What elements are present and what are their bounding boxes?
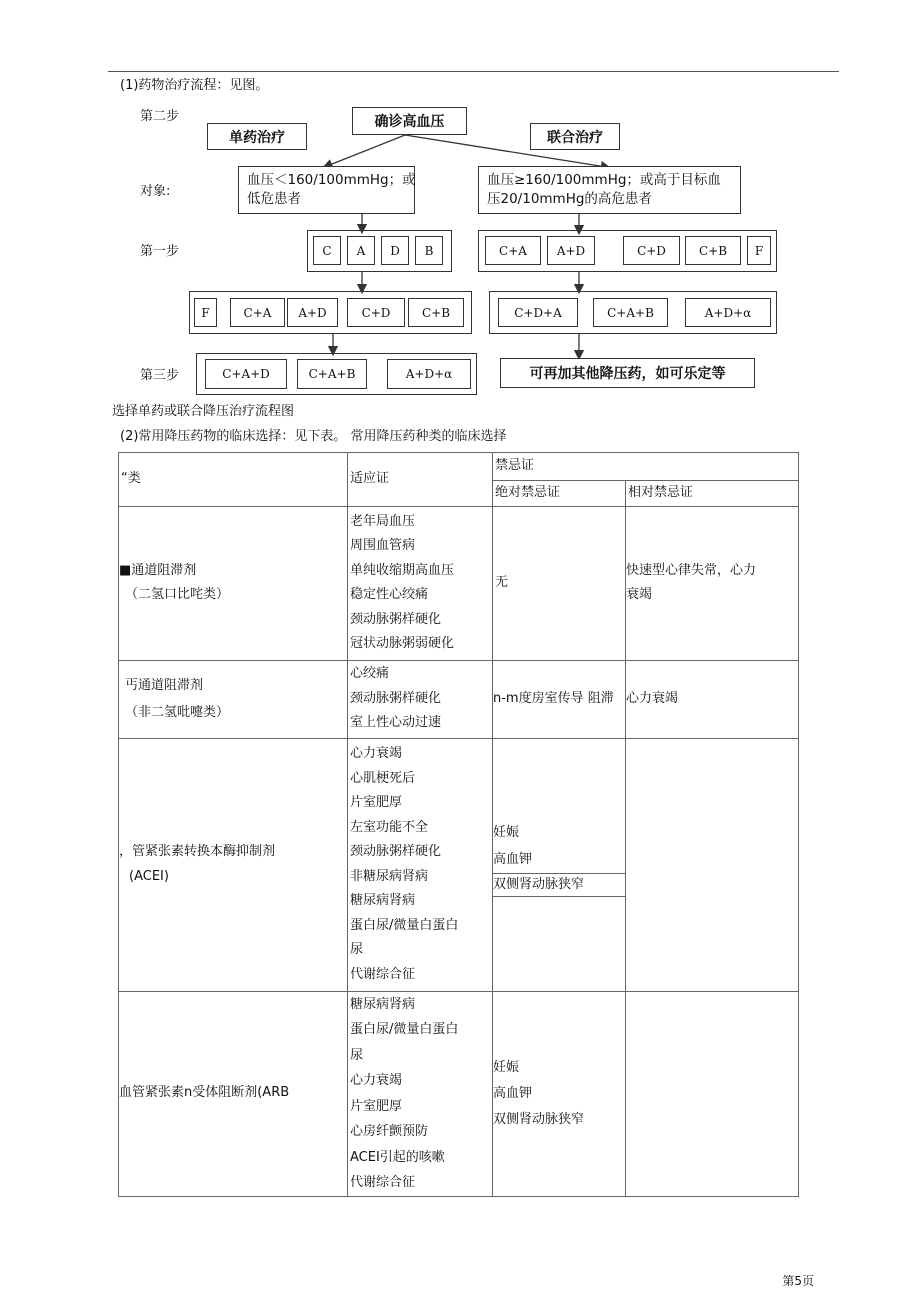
indication-item: 心力衰竭 [350,1073,403,1088]
indication-item: 颈动脉粥样硬化 [350,611,442,627]
combo-target-line-1: 血压≥160/100mmHg；或高于目标血 [487,172,721,188]
label-step1: 第一步 [140,244,180,259]
relative-contra-item: 快速型心律失常，心力 [626,562,757,578]
indication-item: 代谢综合征 [350,966,416,982]
drug-class [119,506,348,660]
absolute-contra-item: 妊娠 [493,824,520,840]
relative-contra [626,506,799,660]
absolute-contra-item: 高血钾 [493,1085,533,1101]
single-step1-group [307,230,452,272]
single-step2-item: C+A [230,298,285,327]
drug-class-line: （二氢口比咤类） [125,587,230,602]
indication-item: 老年局血压 [350,513,416,529]
absolute-contra-item: 妊娠 [493,1059,520,1075]
indication-item: 糖尿病肾病 [350,893,416,908]
single-step1-item: A [347,236,375,265]
single-step1-item: B [415,236,443,265]
single-step3-item: C+A+B [297,359,367,389]
relative-contra-item: 衰竭 [626,587,653,602]
indication-item: 尿 [350,1047,364,1063]
combo-step2-group [489,291,777,334]
indication-item: 稳定性心绞痛 [350,587,429,602]
indications [348,738,493,991]
indications [348,506,493,660]
absolute-contra-item: 无 [495,574,509,590]
table-row [119,506,799,660]
single-target-line-2: 低危患者 [247,191,301,207]
indication-item: 心绞痛 [350,666,390,682]
indication-item: 心力衰竭 [350,746,403,761]
absolute-contra [493,738,626,991]
combo-step1-group [478,230,777,272]
indication-item: 颈动脉粥样硬化 [350,844,442,859]
header-absolute: 绝对禁忌证 [493,481,626,507]
combo-step3-box: 可再加其他降压药，如可乐定等 [500,358,755,388]
absolute-contra-item: 高血钾 [493,851,533,867]
label-step2: 第二步 [140,109,180,124]
indication-item: 颈动脉粥样硬化 [350,690,442,706]
indication-item: 心肌梗死后 [350,770,416,786]
label-step3: 第三步 [140,368,180,383]
indication-item: 心房纤颤预防 [350,1124,429,1139]
drug-class-line: （非二氢吡嚏类） [125,705,230,720]
absolute-contra [493,991,626,1196]
header-relative: 相对禁忌证 [626,481,799,507]
combo-step1-item: C+B [685,236,741,265]
combo-step1-item: C+A [485,236,541,265]
indication-item: 单纯收缩期高血压 [350,562,455,578]
combo-step2-item: A+D+α [685,298,771,327]
absolute-contra-item: 双侧肾动脉狭窄 [493,873,625,897]
indications [348,991,493,1196]
single-step1-item: D [381,236,409,265]
header-indication: 适应证 [348,453,493,507]
indication-item: 室上性心动过速 [350,715,442,731]
single-step3-group [196,353,477,395]
drug-class [119,991,348,1196]
indication-item: ACEI引起的咳嗽 [350,1149,445,1165]
single-step2-item: A+D [287,298,338,327]
indication-item: 左室功能不全 [350,819,429,835]
combo-step2-item: C+D+A [498,298,578,327]
combo-target-box [478,166,741,214]
page-number: 第5页 [782,1274,814,1288]
indication-item: 尿 [350,942,364,957]
single-step3-item: A+D+α [387,359,471,389]
drug-class [119,660,348,738]
single-drug-box: 单药治疗 [207,123,307,150]
relative-contra [626,660,799,738]
indications [348,660,493,738]
combo-step1-item: A+D [547,236,595,265]
indication-item: 片室肥厚 [350,795,403,810]
indication-item: 冠状动脉粥弱硬化 [350,636,455,651]
combo-target-line-2: 压20/10mmHg的高危患者 [487,191,652,207]
relative-contra-item: 心力衰竭 [626,690,679,706]
indication-item: 糖尿病肾病 [350,996,416,1012]
label-target: 对象: [140,184,171,199]
header-contraindication: 禁忌证 [493,453,799,481]
single-step2-item: C+D [347,298,405,327]
single-step3-item: C+A+D [205,359,287,389]
indication-item: 蛋白尿/微量白蛋白 [350,1022,459,1037]
table-row [119,660,799,738]
single-step2-item: C+B [408,298,464,327]
relative-contra [626,991,799,1196]
indication-item: 代谢综合征 [350,1175,416,1190]
single-target-box [238,166,415,214]
flowchart-caption: 选择单药或联合降压治疗流程图 [112,404,295,419]
drug-class-line: ，管紧张素转换本酶抑制剂 [119,844,276,859]
combination-box: 联合治疗 [530,123,620,150]
absolute-contra [493,660,626,738]
drug-class [119,738,348,991]
section-heading-2: (2)常用降压药物的临床选择：见下表。 常用降压药种类的临床选择 [120,429,507,444]
single-step2-item: F [194,298,217,327]
single-target-line-1: 血压＜160/100mmHg；或 [247,172,416,188]
relative-contra [626,738,799,991]
drug-class-line: 血管紧张素n受体阻断剂(ARB [119,1085,290,1101]
indication-item: 蛋白尿/微量白蛋白 [350,917,459,933]
table-row [119,991,799,1196]
drug-selection-table [118,452,799,1197]
absolute-contra [493,506,626,660]
diagnosis-box: 确诊高血压 [352,107,467,135]
combo-step1-item: C+D [623,236,680,265]
absolute-contra-item: n-m度房室传导 阻滞 [493,690,614,706]
single-step1-item: C [313,236,341,265]
drug-class-line: (ACEI) [129,868,169,884]
indication-item: 周围血管病 [350,538,416,553]
absolute-contra-item: 双侧肾动脉狭窄 [493,1111,585,1127]
header-class: “类 [119,453,348,507]
combo-step2-item: C+A+B [593,298,668,327]
drug-class-line: 丐通道阻滞剂 [125,678,204,693]
indication-item: 片室肥厚 [350,1098,403,1114]
single-step2-group [189,291,472,334]
section-heading-1: (1)药物治疗流程：见图。 [120,78,269,93]
table-row [119,738,799,991]
combo-step1-item: F [747,236,771,265]
drug-class-line: ■通道阻滞剂 [119,562,197,578]
indication-item: 非糖尿病肾病 [350,868,429,884]
